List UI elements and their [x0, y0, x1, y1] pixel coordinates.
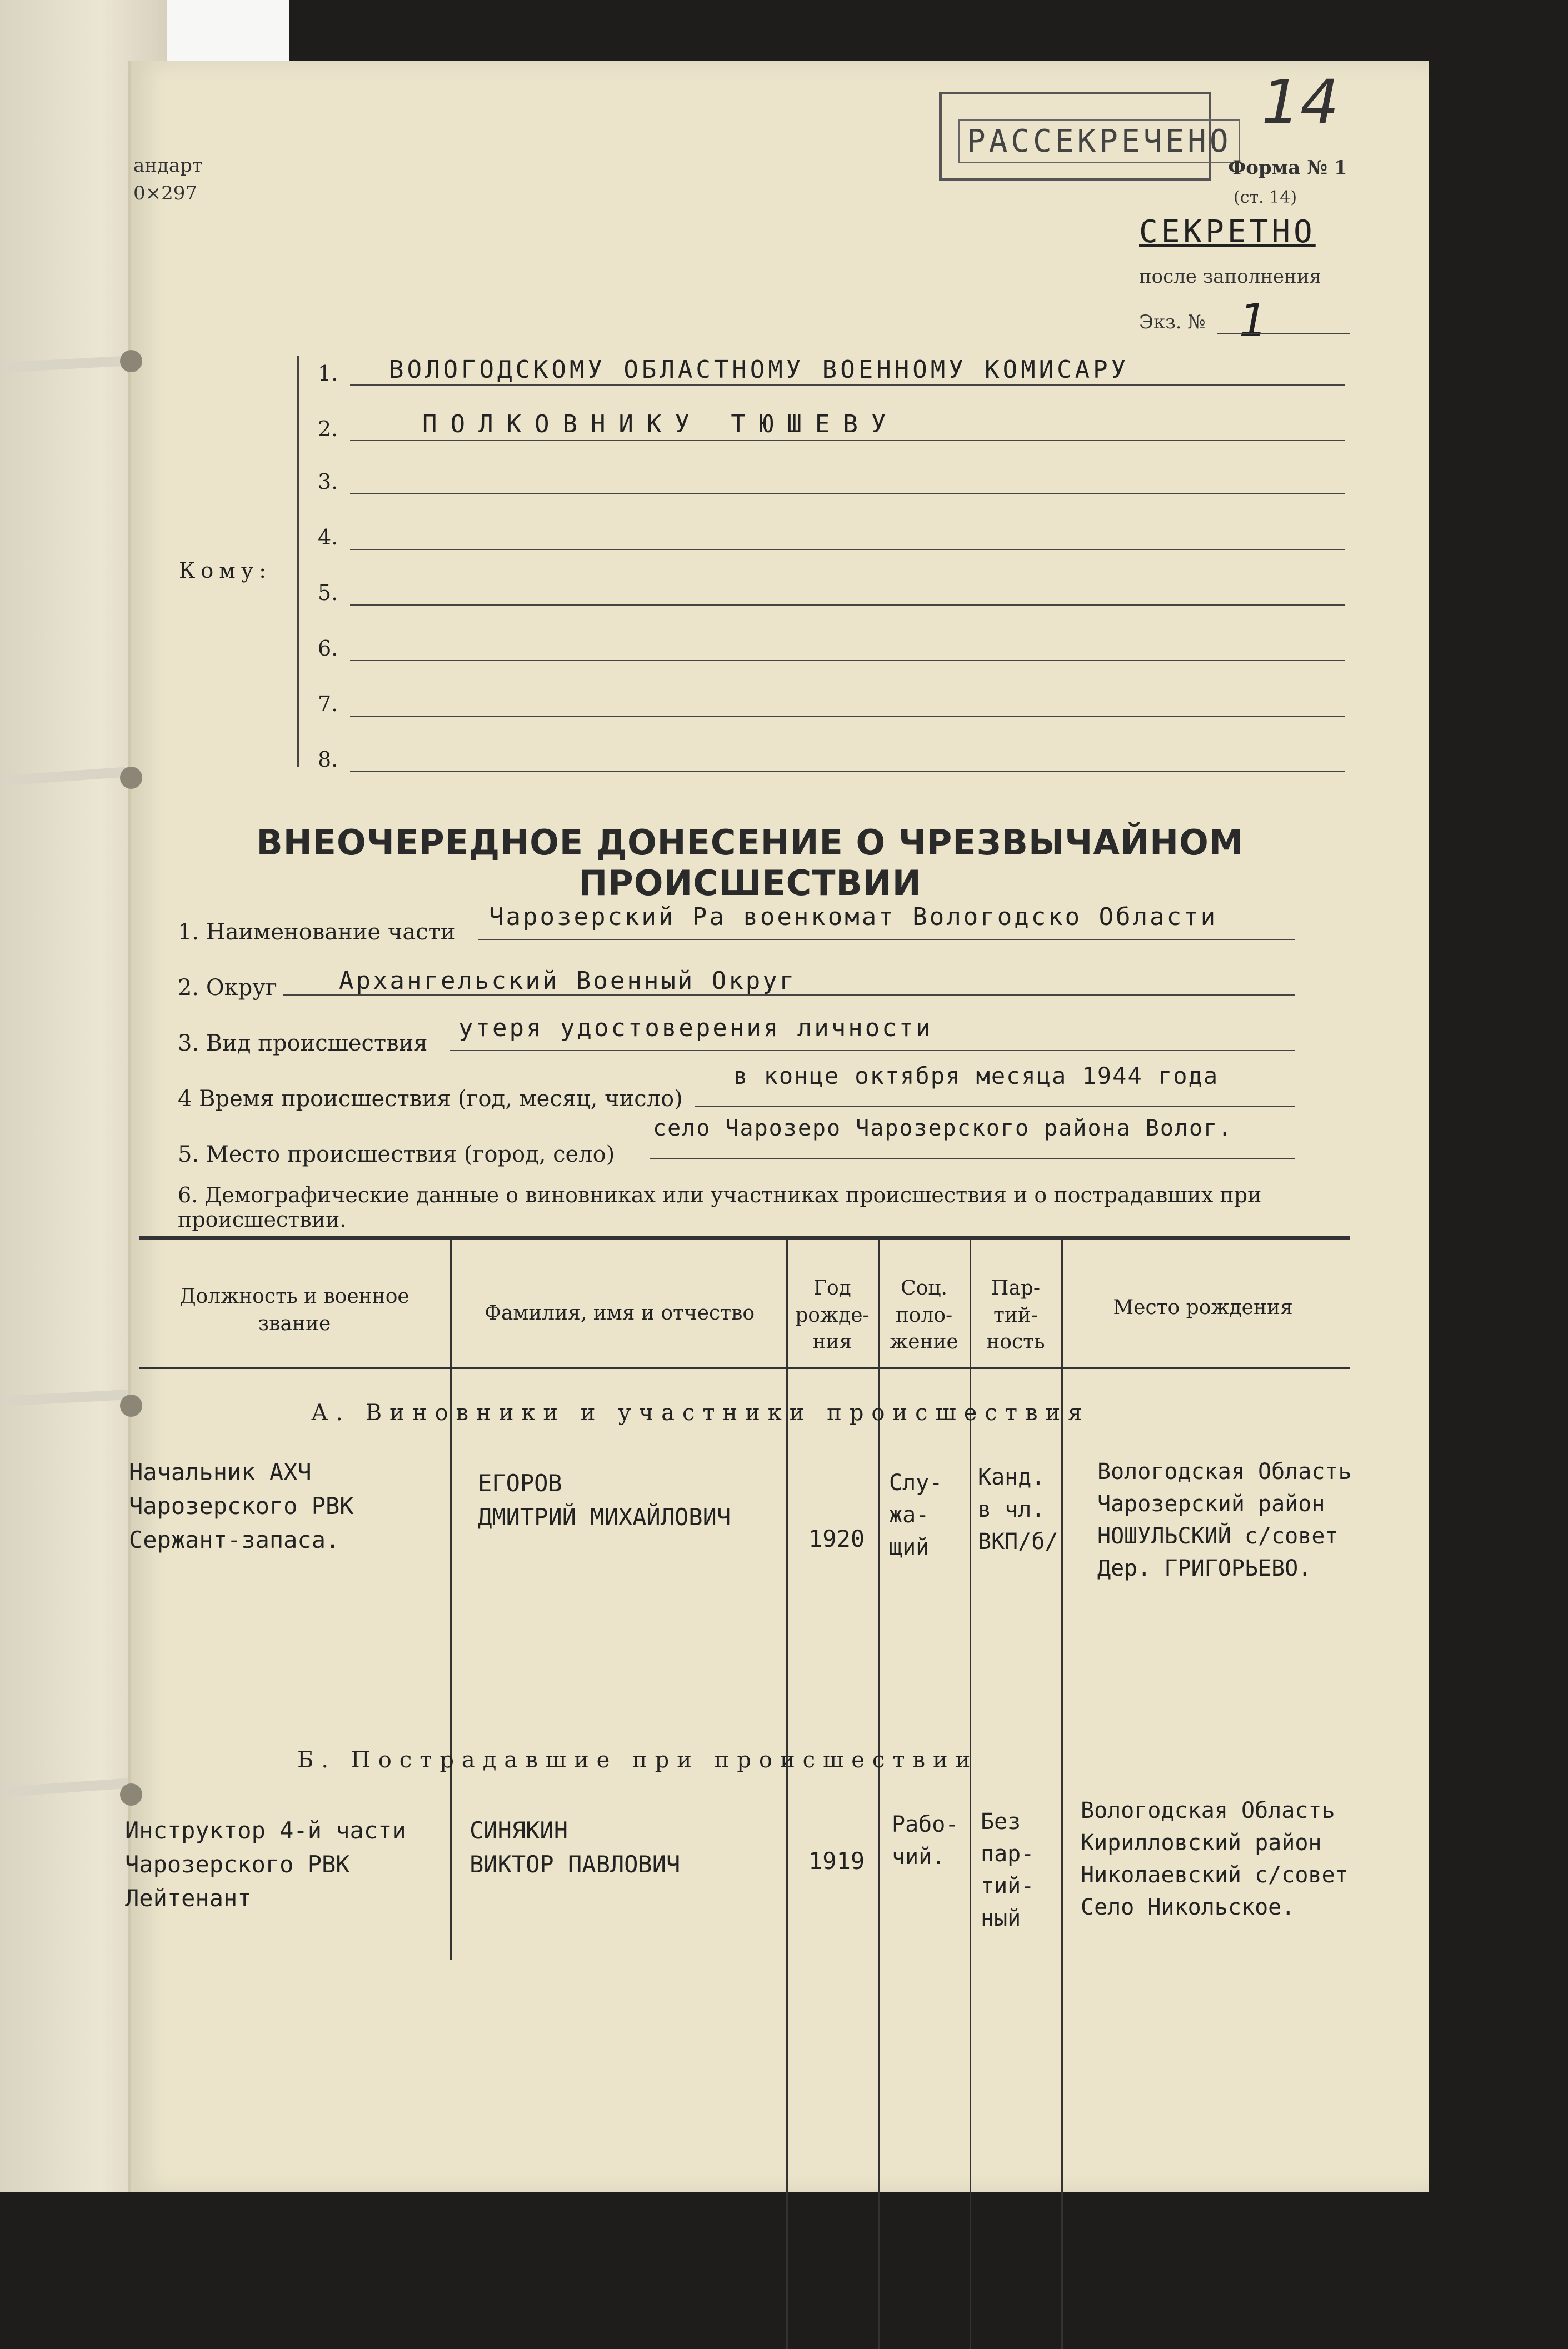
- addressee-line: [350, 771, 1345, 772]
- field-underline: [478, 939, 1295, 940]
- field-label: 5. Место происшествия (город, село): [178, 1142, 615, 1167]
- field-underline: [450, 1050, 1295, 1051]
- punch-hole: [120, 767, 142, 789]
- addressee-num: 8.: [318, 747, 338, 772]
- field-underline: [283, 994, 1295, 996]
- page-number: 14: [1261, 67, 1339, 138]
- addressee-line: [350, 384, 1345, 386]
- table-top-rule: [139, 1236, 1350, 1240]
- addressee-num: 1.: [318, 361, 338, 386]
- field-underline: [695, 1106, 1295, 1107]
- declassified-stamp: [939, 92, 1232, 181]
- after-fill-label: после заполнения: [1139, 266, 1321, 288]
- copy-label: Экз. №: [1139, 311, 1206, 333]
- addressee-num: 5.: [318, 581, 338, 605]
- addressee-text: ПОЛКОВНИКУ ТЮШЕВУ: [422, 410, 900, 438]
- cell-social: Слу- жа- щий: [889, 1470, 943, 1560]
- addressee-bracket: [297, 356, 309, 767]
- field-value: утеря удостоверения личности: [458, 1014, 933, 1042]
- section-a-label: А. Виновники и участники происшествия: [311, 1400, 1090, 1426]
- addressee-line: [350, 440, 1345, 441]
- addressee-label: Кому:: [179, 558, 272, 583]
- cell-birthplace: Вологодская Область Кирилловский район Николаевский с/совет Село Никольское.: [1081, 1798, 1349, 1920]
- table-header-name: Фамилия, имя и отчество: [484, 1302, 755, 1325]
- paper-standard: андарт: [133, 154, 203, 177]
- punch-hole: [120, 350, 142, 372]
- field-value: Чарозерский Ра военкомат Вологодско Области: [489, 903, 1218, 931]
- copy-number: 1: [1239, 294, 1267, 346]
- cell-party: Канд. в чл. ВКП/б/: [978, 1465, 1058, 1555]
- document-title: ВНЕОЧЕРЕДНОЕ ДОНЕСЕНИЕ О ЧРЕЗВЫЧАЙНОМ ПРОИСШЕСТВИИ: [256, 822, 1244, 903]
- field-value: Архангельский Военный Округ: [339, 967, 797, 995]
- field-value: село Чарозеро Чарозерского района Волог.: [653, 1116, 1233, 1141]
- addressee-num: 3.: [318, 469, 338, 494]
- table-header-party: Пар-тий-ность: [986, 1277, 1045, 1354]
- table-header-rule: [139, 1367, 1350, 1369]
- cell-name: СИНЯКИН ВИКТОР ПАВЛОВИЧ: [470, 1817, 681, 1878]
- punch-hole: [120, 1783, 142, 1806]
- secret-label: СЕКРЕТНО: [1139, 214, 1316, 250]
- column-divider: [450, 1238, 452, 1960]
- table-header-year: Год рожде-ния: [795, 1277, 870, 1354]
- cell-position: Начальник АХЧ Чарозерского РВК Сержант-запаса.: [129, 1458, 354, 1553]
- addressee-num: 7.: [318, 692, 338, 716]
- table-header-position: Должность и военное звание: [179, 1285, 410, 1335]
- addressee-num: 4.: [318, 525, 338, 549]
- cell-name: ЕГОРОВ ДМИТРИЙ МИХАЙЛОВИЧ: [478, 1470, 731, 1531]
- section-b-label: Б. Пострадавшие при происшествии: [297, 1747, 978, 1773]
- addressee-text: ВОЛОГОДСКОМУ ОБЛАСТНОМУ ВОЕННОМУ КОМИСАРУ: [389, 356, 1130, 384]
- copy-underline: [1217, 333, 1350, 334]
- cell-social: Рабо- чий.: [892, 1812, 959, 1870]
- field-label: 4 Время происшествия (год, месяц, число): [178, 1086, 683, 1112]
- cell-year: 1919: [808, 1847, 865, 1875]
- table-header-social: Соц. поло-жение: [890, 1277, 958, 1354]
- addressee-line: [350, 604, 1345, 606]
- cell-year: 1920: [808, 1525, 865, 1552]
- field-underline: [650, 1158, 1295, 1159]
- table-header-birthplace: Место рождения: [1113, 1296, 1293, 1319]
- stamp-text: РАССЕКРЕЧЕНО: [958, 119, 1240, 163]
- field-label: 3. Вид происшествия: [178, 1031, 428, 1056]
- addressee-line: [350, 716, 1345, 717]
- form-page: (ст. 14): [1234, 188, 1297, 207]
- field-value: в конце октября месяца 1944 года: [733, 1062, 1219, 1089]
- demographic-note: 6. Демографические данные о виновниках или участниках происшествия и о пострадавших при происшествии.: [178, 1183, 1262, 1232]
- field-label: 1. Наименование части: [178, 919, 456, 945]
- addressee-num: 6.: [318, 636, 338, 661]
- addressee-line: [350, 549, 1345, 550]
- addressee-line: [350, 493, 1345, 494]
- cell-party: Без пар- тий- ный: [981, 1809, 1035, 1931]
- field-label: 2. Округ: [178, 975, 277, 1001]
- cell-position: Инструктор 4-й части Чарозерского РВК Лейтенант: [125, 1817, 406, 1912]
- addressee-num: 2.: [318, 417, 338, 441]
- cell-birthplace: Вологодская Область Чарозерский район НОШУЛЬСКИЙ с/совет Дер. ГРИГОРЬЕВО.: [1097, 1459, 1352, 1581]
- addressee-line: [350, 660, 1345, 661]
- punch-hole: [120, 1395, 142, 1417]
- paper-size: 0×297: [133, 182, 198, 204]
- form-number: Форма № 1: [1228, 157, 1347, 179]
